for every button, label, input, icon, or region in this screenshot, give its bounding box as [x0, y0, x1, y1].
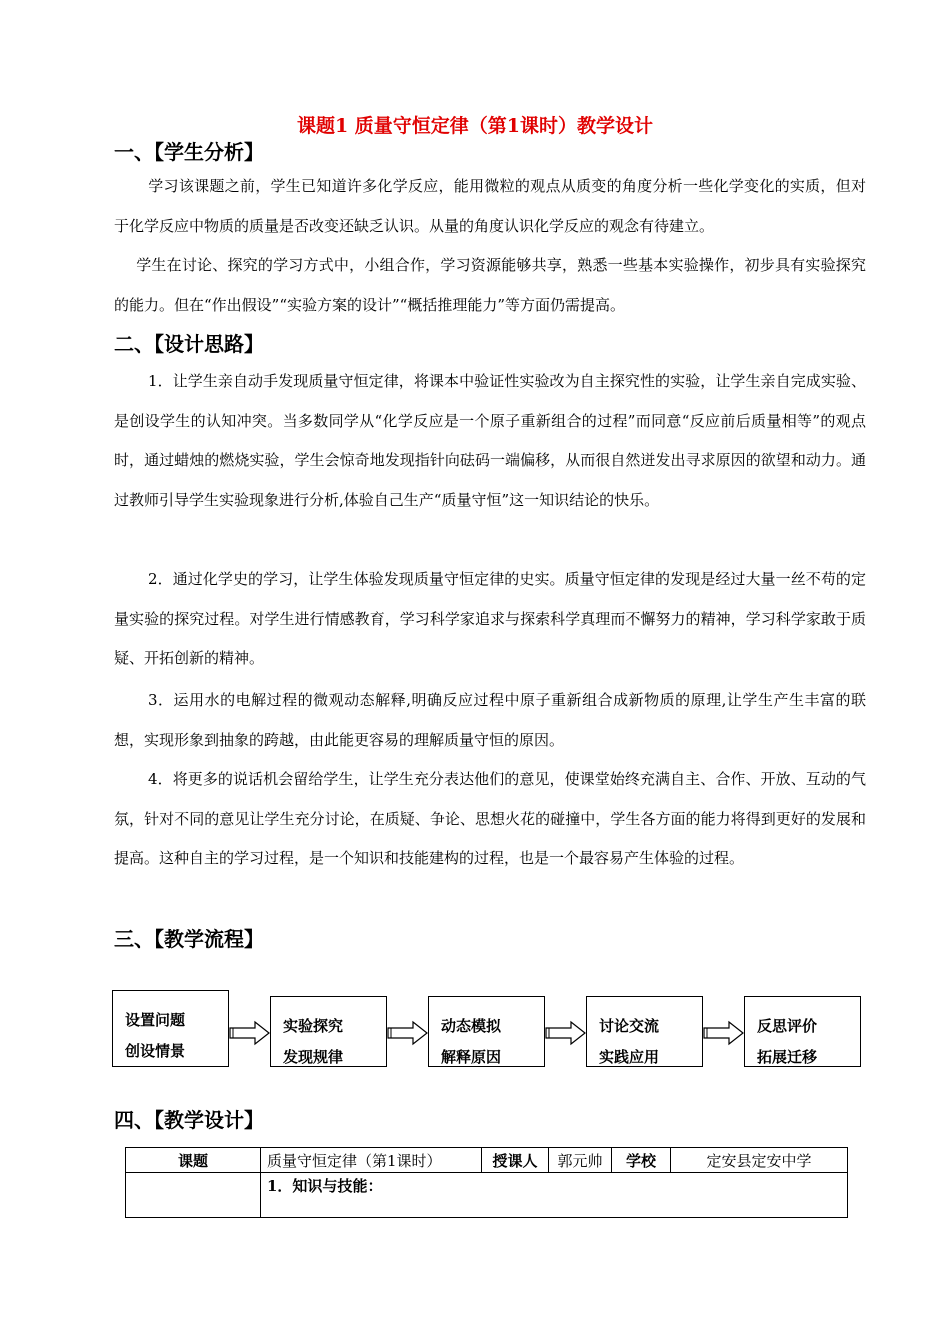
teacher-label-cell: 授课人 [482, 1148, 549, 1173]
flow-step-1: 设置问题 创设情景 [112, 990, 229, 1067]
objective-content-cell: 1．知识与技能： [261, 1173, 848, 1218]
teaching-design-table [125, 1147, 848, 1218]
flow-step-2: 实验探究 发现规律 [270, 996, 387, 1067]
design-idea-4: 4．将更多的说话机会留给学生，让学生充分表达他们的意见，使课堂始终充满自主、合作、开放、互动的气氛，针对不同的意见让学生充分讨论，在质疑、争论、思想火花的碰撞中，学生各方面的能力将得到更好的发展和提高。这种自主的学习过程，是一个知识和技能建构的过程，也是一个最容易产生体验的过程。 [114, 770, 866, 867]
section-heading-design-ideas: 二、【设计思路】 [114, 332, 264, 356]
table-row [126, 1173, 848, 1218]
topic-label-cell: 课题 [126, 1148, 261, 1173]
flow-step-5: 反思评价 拓展迁移 [744, 996, 861, 1067]
objective-label-cell [126, 1173, 261, 1218]
teaching-flow-diagram [112, 990, 872, 1070]
section-heading-student-analysis: 一、【学生分析】 [114, 140, 264, 164]
document-title: 课题1 质量守恒定律（第1课时）教学设计 [296, 115, 654, 137]
section-heading-teaching-flow: 三、【教学流程】 [114, 927, 264, 951]
teacher-value-cell: 郭元帅 [549, 1148, 612, 1173]
design-idea-2: 2．通过化学史的学习，让学生体验发现质量守恒定律的史实。质量守恒定律的发现是经过大量一丝不苟的定量实验的探究过程。对学生进行情感教育，学习科学家追求与探索科学真理而不懈努力的精神，学习科学家敢于质疑、开拓创新的精神。 [114, 570, 866, 667]
flow-step-4: 讨论交流 实践应用 [586, 996, 703, 1067]
flow-arrow-4 [703, 1020, 745, 1046]
flow-arrow-2 [387, 1020, 429, 1046]
flow-arrow-3 [545, 1020, 587, 1046]
design-idea-1: 1．让学生亲自动手发现质量守恒定律，将课本中验证性实验改为自主探究性的实验，让学生亲自完成实验、是创设学生的认知冲突。当多数同学从“化学反应是一个原子重新组合的过程”而同意“反应前后质量相等”的观点时，通过蜡烛的燃烧实验，学生会惊奇地发现指针向砝码一端偏移，从而很自然迸发出寻求原因的欲望和动力。通过教师引导学生实验现象进行分析,体验自己生产“质量守恒”这一知识结论的快乐。 [114, 372, 866, 509]
topic-value-cell: 质量守恒定律（第1课时） [261, 1148, 482, 1173]
flow-arrow-1 [229, 1020, 271, 1046]
design-idea-3: 3．运用水的电解过程的微观动态解释,明确反应过程中原子重新组合成新物质的原理,让学生产生丰富的联想，实现形象到抽象的跨越，由此能更容易的理解质量守恒的原因。 [114, 691, 866, 749]
table-row [126, 1148, 848, 1173]
student-analysis-para-1: 学习该课题之前，学生已知道许多化学反应，能用微粒的观点从质变的角度分析一些化学变化的实质，但对于化学反应中物质的质量是否改变还缺乏认识。从量的角度认识化学反应的观念有待建立。 [114, 177, 866, 235]
school-value-cell: 定安县定安中学 [671, 1148, 848, 1173]
school-label-cell: 学校 [612, 1148, 671, 1173]
student-analysis-para-2: 学生在讨论、探究的学习方式中，小组合作，学习资源能够共享，熟悉一些基本实验操作，初步具有实验探究的能力。但在“作出假设”“实验方案的设计”“概括推理能力”等方面仍需提高。 [114, 256, 866, 314]
flow-step-3: 动态模拟 解释原因 [428, 996, 545, 1067]
section-heading-teaching-design: 四、【教学设计】 [114, 1108, 264, 1132]
